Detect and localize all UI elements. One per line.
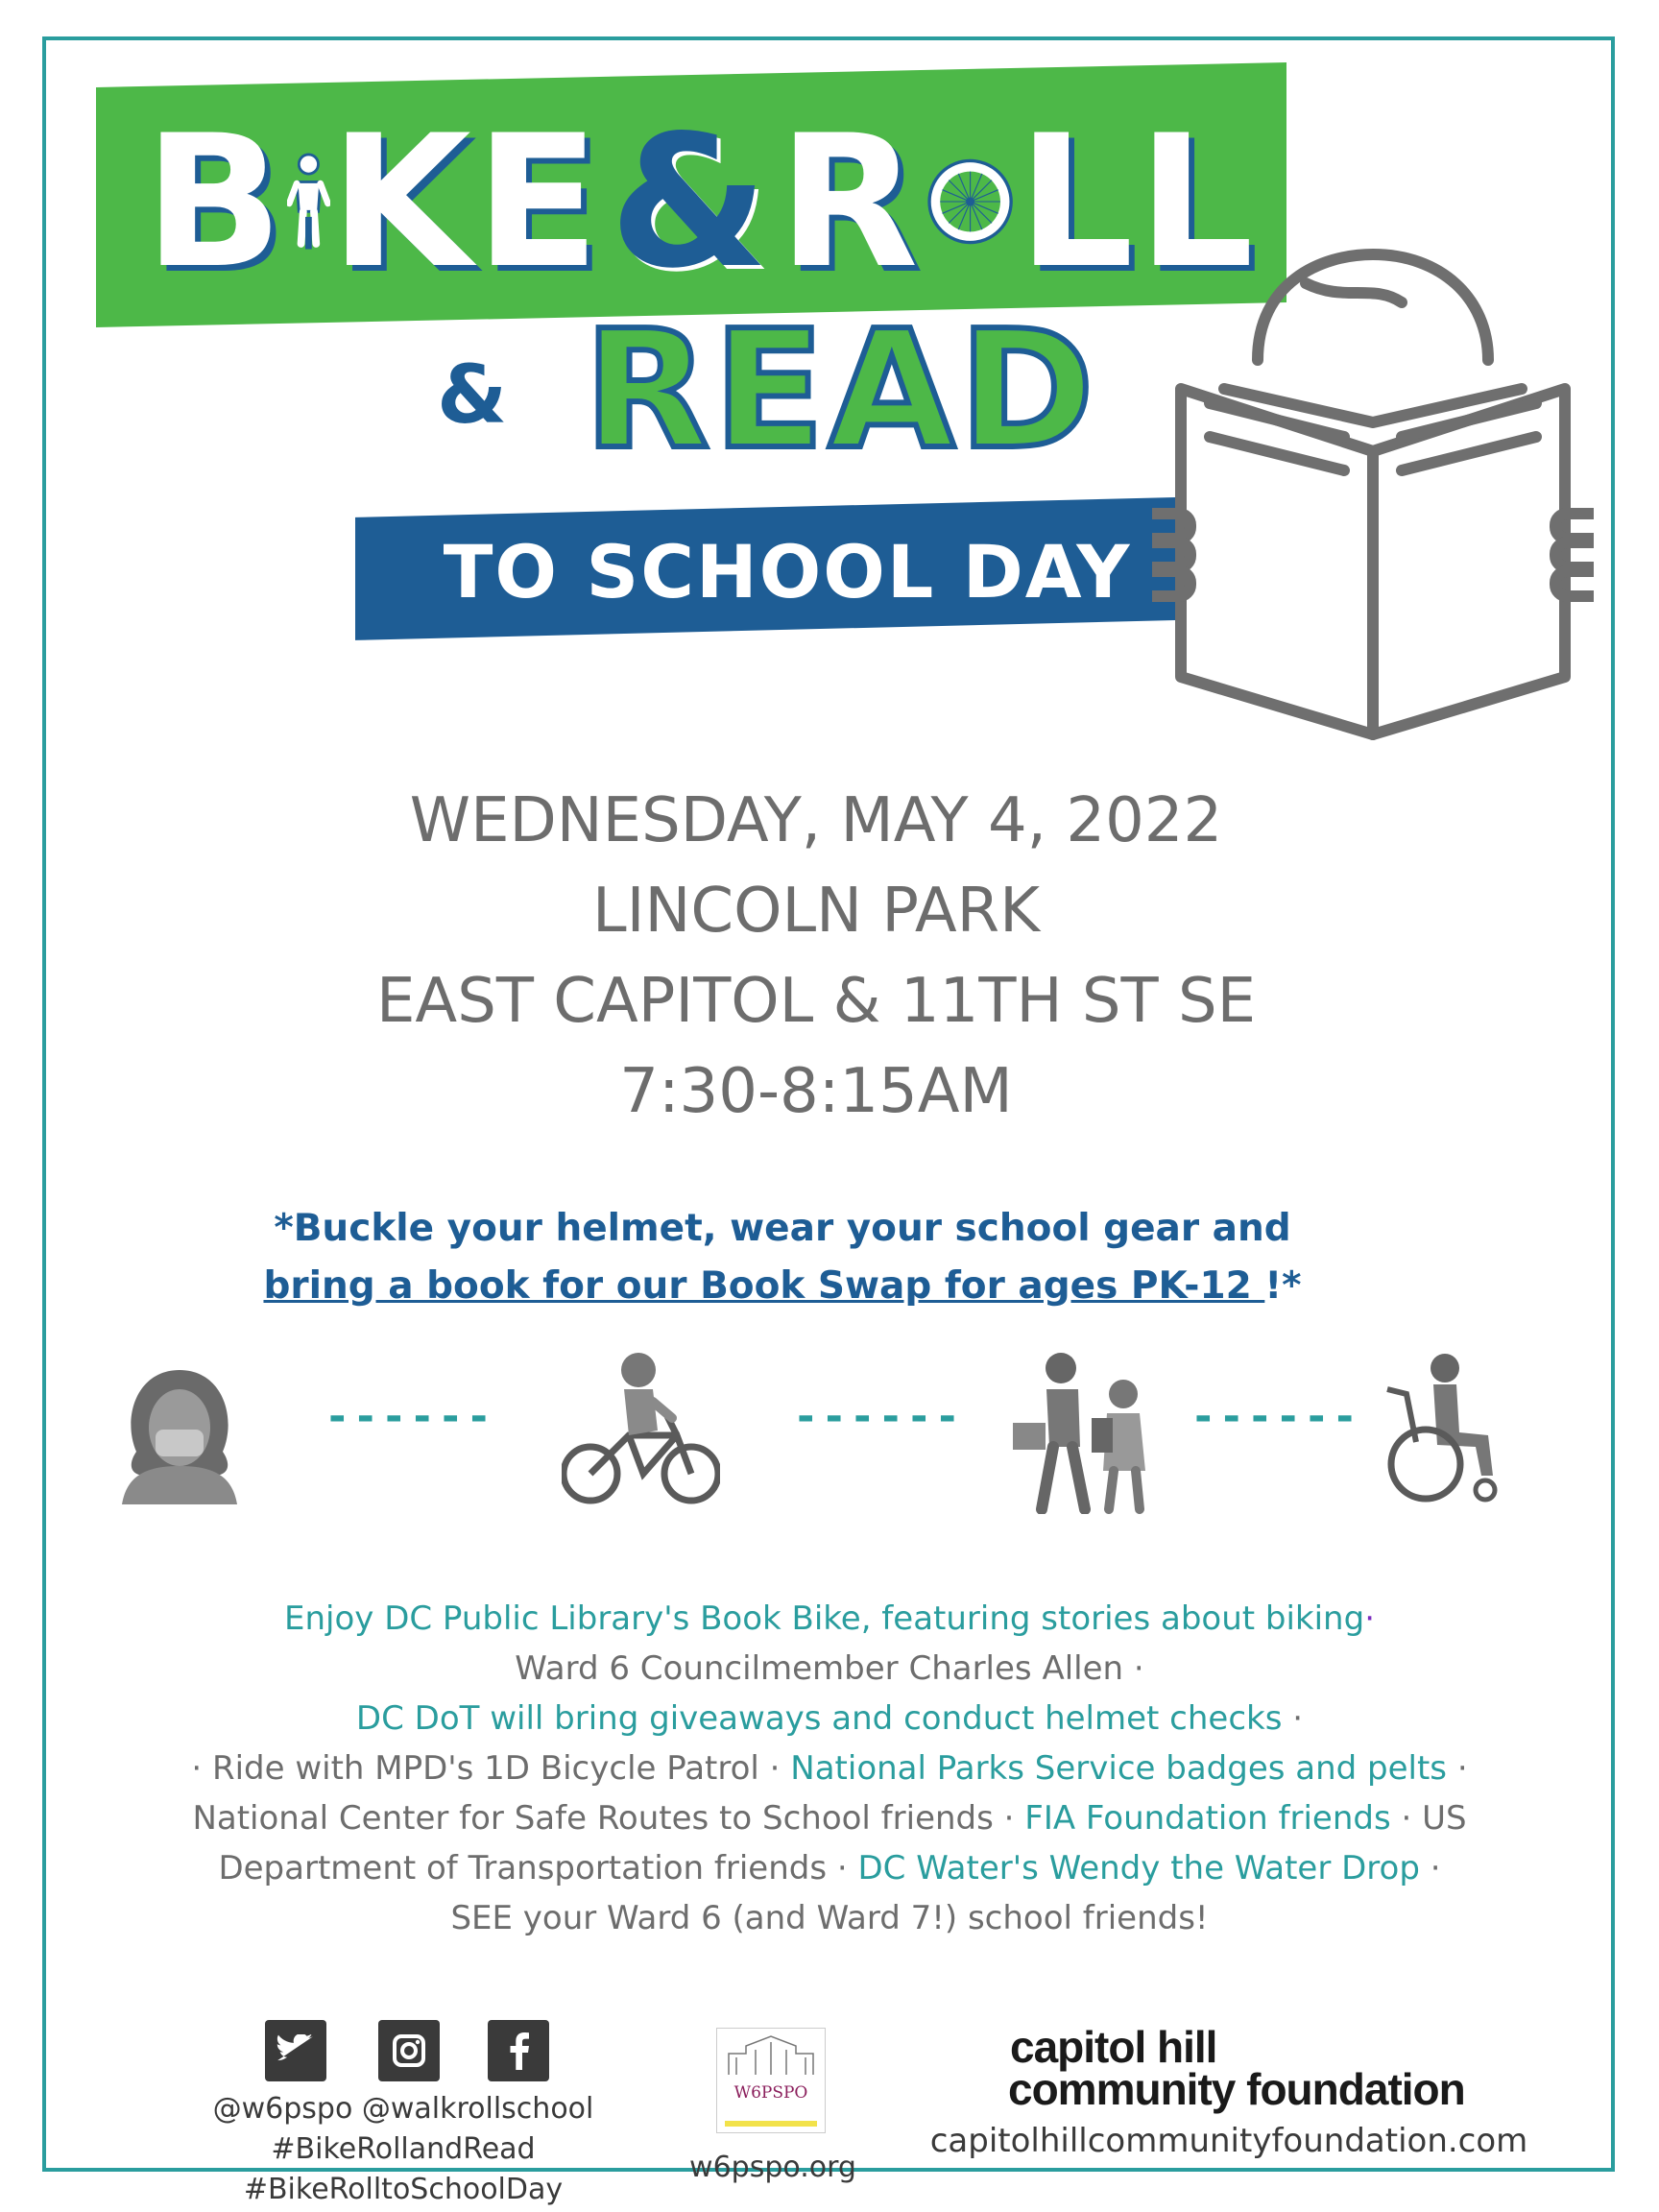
event-place: LINCOLN PARK [591, 876, 1041, 947]
bullet-dot: · [1430, 1849, 1441, 1887]
dash-separator-2: ------ [793, 1392, 963, 1441]
event-details [106, 1594, 1553, 1943]
twitter-icon[interactable] [265, 2020, 326, 2081]
bullet-dot: · [1282, 1699, 1304, 1738]
event-info [288, 776, 1344, 1137]
title-letters-ll: LL [1017, 95, 1258, 308]
w6pspo-logo [716, 2028, 826, 2133]
parks-service-text: National Parks Service badges and pelts [790, 1749, 1448, 1788]
dash-separator-3: ------ [1190, 1392, 1360, 1441]
social-icons [265, 2020, 549, 2081]
w6pspo-logo-text: W6PSPO [733, 2083, 808, 2103]
title-ampersand: & [609, 95, 773, 308]
social-text [192, 2089, 614, 2210]
mpd-patrol-text: · Ride with MPD's 1D Bicycle Patrol · [191, 1749, 791, 1788]
chcf-url[interactable]: capitolhillcommunityfoundation.com [929, 2122, 1528, 2160]
details-line-2: Ward 6 Councilmember Charles Allen · [515, 1649, 1144, 1688]
dc-water-text: DC Water's Wendy the Water Drop [857, 1849, 1431, 1887]
hashtag-bike-roll-school-day[interactable]: #BikeRolltoSchoolDay [243, 2173, 564, 2206]
details-line-6 [106, 1843, 1553, 1893]
dash-separator-1: ------ [325, 1392, 494, 1441]
icon-row [0, 1339, 1659, 1522]
title-letter-r: R [778, 95, 923, 308]
to-school-day-title: TO SCHOOL DAY [443, 528, 1132, 614]
and-symbol: & [437, 348, 508, 442]
bike-and-roll-title [144, 96, 1258, 307]
event-time: 7:30-8:15AM [619, 1056, 1013, 1127]
book-bike-text: Enjoy DC Public Library's Book Bike, featuring stories about biking [283, 1599, 1365, 1638]
bullet-dot: · [1364, 1599, 1376, 1638]
instructions-line2-end: !* [1264, 1264, 1302, 1308]
instructions-line1: *Buckle your helmet, wear your school gear and [274, 1207, 1291, 1250]
details-line-1 [106, 1594, 1553, 1644]
facebook-icon[interactable] [488, 2020, 549, 2081]
details-line-4 [106, 1743, 1553, 1793]
event-date: WEDNESDAY, MAY 4, 2022 [409, 785, 1223, 856]
instagram-icon[interactable] [378, 2020, 440, 2081]
child-reading-book-icon [1152, 245, 1594, 744]
details-line-3 [106, 1694, 1553, 1743]
chcf-logo-text [1008, 2022, 1546, 2114]
bullet-dot: · [1447, 1749, 1468, 1788]
kids-walking-icon [1003, 1351, 1166, 1514]
dot-friends-text: Department of Transportation friends · [218, 1849, 858, 1887]
instructions-line2 [192, 1258, 1373, 1315]
safe-routes-text: National Center for Safe Routes to School friends · [192, 1799, 1025, 1838]
chcf-line2: community foundation [1008, 2064, 1465, 2114]
dc-dot-text: DC DoT will bring giveaways and conduct helmet checks [355, 1699, 1283, 1738]
rider-letter-i-icon [287, 113, 330, 291]
w6pspo-logo-graphic [717, 2029, 825, 2132]
us-text: · US [1390, 1799, 1467, 1838]
bike-wheel-icon [925, 120, 1016, 283]
details-line-7: SEE your Ward 6 (and Ward 7!) school friends! [450, 1899, 1209, 1937]
chcf-line1: capitol hill [1010, 2022, 1217, 2072]
hashtag-bike-roll-read[interactable]: #BikeRollandRead [271, 2132, 536, 2166]
details-line-5 [106, 1793, 1553, 1843]
fia-foundation-text: FIA Foundation friends [1024, 1799, 1391, 1838]
instructions [192, 1200, 1373, 1315]
wheelchair-user-icon [1378, 1351, 1512, 1504]
read-title: READ [584, 296, 1098, 486]
title-letter-b: B [144, 95, 287, 308]
w6pspo-url[interactable]: w6pspo.org [689, 2151, 856, 2184]
book-swap-link[interactable]: bring a book for our Book Swap for ages PK-12 [263, 1264, 1265, 1308]
title-letters-ke: KE [329, 95, 604, 308]
social-handles[interactable]: @w6pspo @walkrollschool [212, 2092, 594, 2126]
event-address: EAST CAPITOL & 11TH ST SE [375, 966, 1257, 1037]
kid-on-bike-icon [562, 1349, 720, 1512]
masked-person-icon [117, 1360, 242, 1504]
